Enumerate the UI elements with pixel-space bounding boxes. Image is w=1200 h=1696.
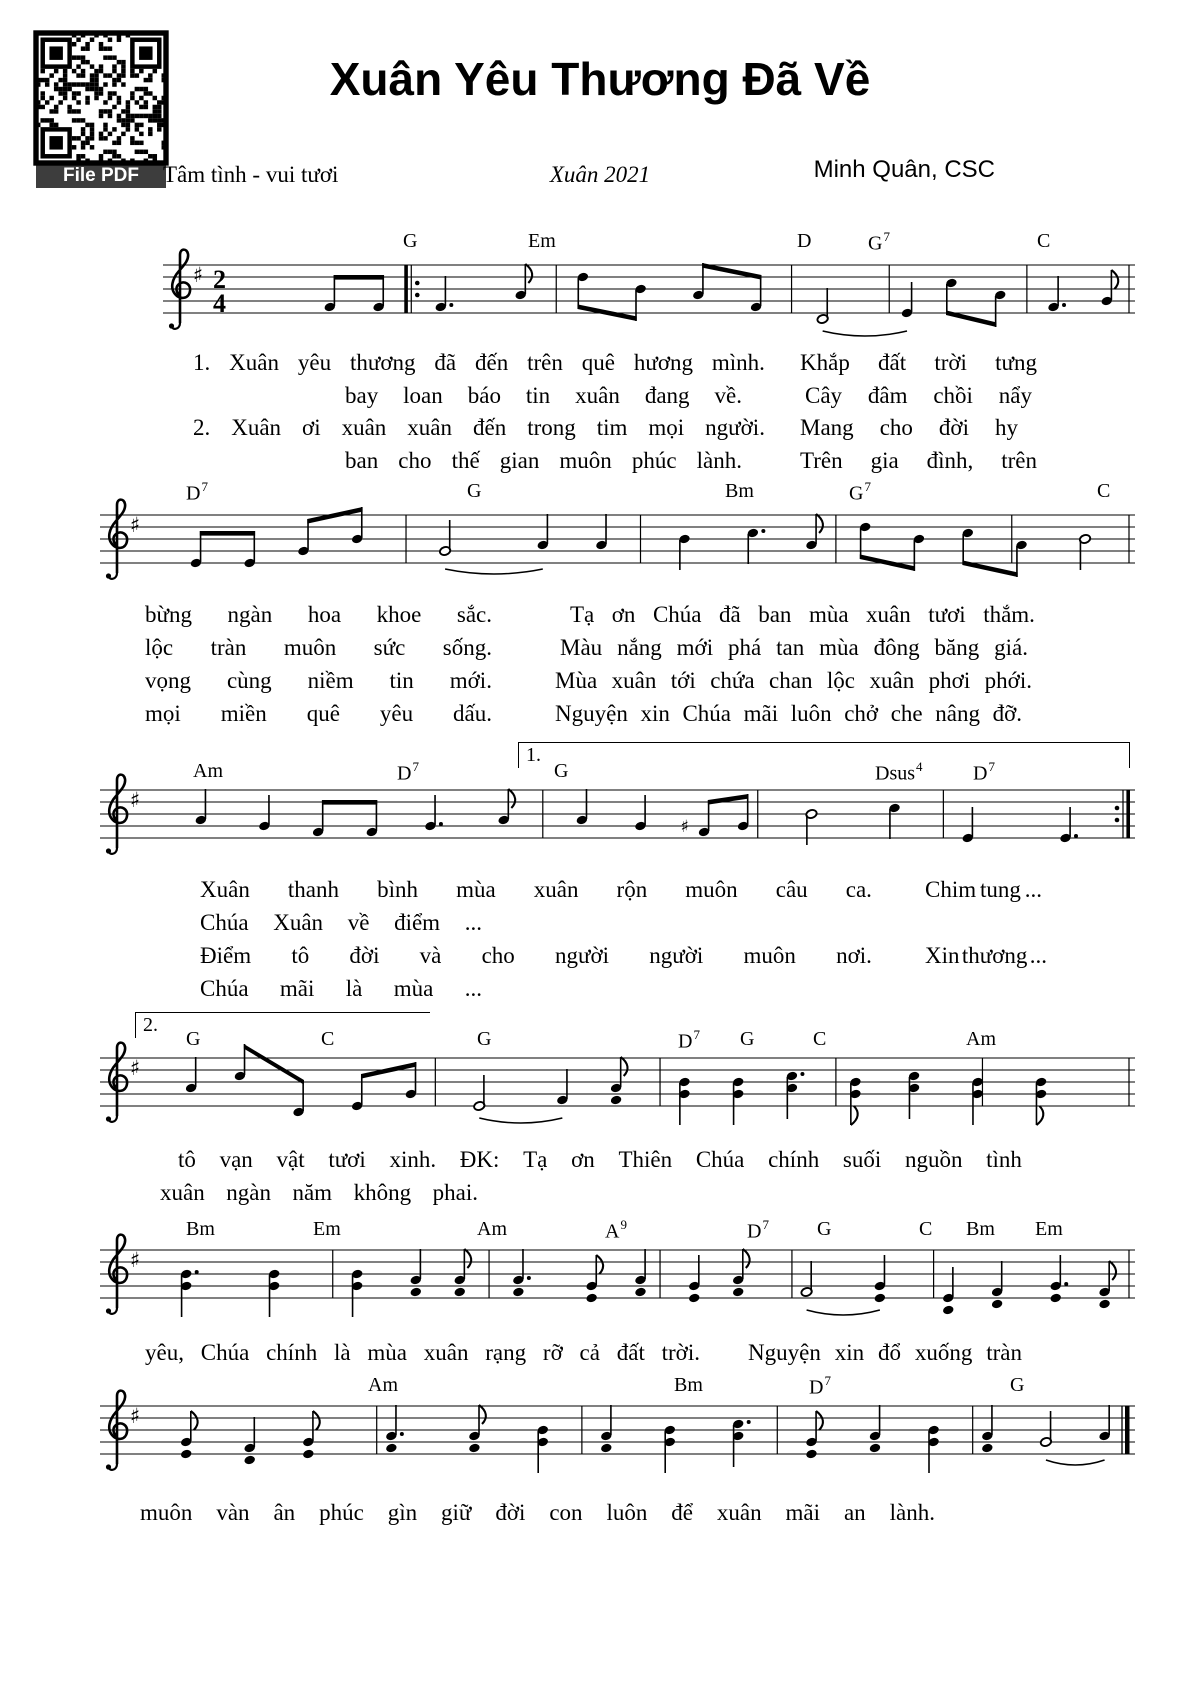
lyric-line: bừng ngàn hoa khoe sắc. — [145, 602, 492, 627]
note — [816, 288, 828, 324]
date-text: Xuân 2021 — [549, 162, 651, 187]
staff-system-1 — [163, 239, 1141, 349]
note — [859, 522, 925, 571]
note — [537, 514, 549, 550]
chord-symbol: Dsus$^4$ — [875, 759, 923, 785]
note — [351, 1062, 417, 1111]
chord-symbol: Am — [966, 1028, 996, 1050]
key-signature-sharp-icon: ♯ — [193, 263, 204, 287]
lyric-line: 2. Xuân ơi xuân xuân đến trong tim mọi người. — [193, 415, 765, 440]
note — [195, 789, 207, 825]
note — [901, 282, 913, 318]
chord-symbol: G — [817, 1218, 832, 1240]
note — [610, 1057, 628, 1105]
note — [410, 1249, 422, 1297]
note — [698, 794, 750, 837]
note — [600, 1405, 612, 1453]
lyric-line: Điểm tô đời và cho người người muôn nơi. — [200, 943, 872, 968]
note — [945, 278, 1006, 327]
note — [468, 1405, 486, 1453]
note — [1035, 1077, 1047, 1125]
note — [268, 1269, 280, 1317]
note — [385, 1405, 404, 1453]
chord-symbol: Bm — [725, 480, 754, 502]
note — [678, 1077, 690, 1125]
staff-system-4 — [100, 1032, 1141, 1142]
key-signature-sharp-icon: ♯ — [130, 513, 141, 537]
note — [991, 1261, 1003, 1309]
note — [454, 1249, 472, 1297]
chord-symbol: Bm — [674, 1374, 703, 1396]
lyric-line: Xuân thanh bình mùa xuân rộn muôn câu ca. — [200, 877, 872, 902]
tempo-text: Tâm tình - vui tươi — [163, 162, 339, 187]
lyric-line: Khắp đất trời tưng — [800, 350, 1037, 375]
song-title: Xuân Yêu Thương Đã Về — [329, 53, 871, 105]
note — [962, 807, 974, 843]
chord-symbol: G — [1010, 1374, 1025, 1396]
volta-label: 2. — [143, 1014, 158, 1036]
chord-symbol: $D^7$ — [397, 759, 419, 785]
chord-symbol: $D^7$ — [973, 759, 995, 785]
lyric-line: Chúa Xuân về điểm ... — [200, 910, 482, 935]
chord-symbol: C — [1097, 480, 1111, 502]
lyric-line: Nguyện xin đổ xuống tràn — [748, 1340, 1022, 1365]
note — [537, 1425, 549, 1473]
note — [258, 795, 270, 831]
chord-symbol: $D^7$ — [809, 1373, 831, 1399]
key-signature-sharp-icon: ♯ — [130, 1404, 141, 1428]
chord-symbol: C — [813, 1028, 827, 1050]
lyric-line: Nguyện xin Chúa mãi luôn chở che nâng đỡ. — [555, 701, 1022, 726]
chord-symbol: D — [797, 230, 812, 252]
note — [869, 1405, 881, 1453]
accidental-sharp-icon: ♯ — [680, 817, 689, 837]
chord-symbol: $A^9$ — [605, 1217, 627, 1243]
lyric-line: Màu nắng mới phá tan mùa đông băng giá. — [560, 635, 1028, 660]
note — [692, 263, 762, 312]
time-signature-bottom: 4 — [213, 289, 226, 318]
lyric-line: Tạ ơn Chúa đã ban mùa xuân tươi thắm. — [570, 602, 1035, 627]
note — [634, 795, 646, 831]
note — [634, 1249, 646, 1297]
volta-label: 1. — [526, 744, 541, 766]
key-signature-sharp-icon: ♯ — [130, 788, 141, 812]
note — [473, 1075, 485, 1111]
chord-symbol: G — [477, 1028, 492, 1050]
lyric-line: Chim tung ... — [925, 877, 1042, 902]
lyric-line: Mùa xuân tới chứa chan lộc xuân phơi phới. — [555, 668, 1032, 693]
note — [805, 809, 817, 845]
note — [180, 1269, 199, 1317]
note — [678, 534, 690, 570]
staff-system-2 — [100, 489, 1141, 599]
staff-system-5 — [100, 1224, 1141, 1334]
lyric-line: bay loan báo tin xuân đang về. — [345, 383, 742, 408]
note — [1098, 1261, 1116, 1309]
note — [962, 528, 1028, 577]
note — [1047, 276, 1066, 312]
note — [786, 1071, 805, 1119]
lyric-line: vọng cùng niềm tin mới. — [145, 668, 492, 693]
chord-symbol: $D^7$ — [678, 1027, 700, 1053]
lyric-line: Mang cho đời hy — [800, 415, 1018, 440]
note — [514, 264, 532, 300]
note — [435, 276, 454, 312]
lyric-line: tô vạn vật tươi xinh. ĐK: Tạ ơn Thiên Chúa chính suối nguồn tình — [178, 1147, 1022, 1172]
lyric-line: Trên gia đình, trên — [800, 448, 1037, 473]
note — [732, 1249, 750, 1297]
note — [981, 1405, 993, 1453]
lyric-line: Xin thương ... — [925, 943, 1047, 968]
note — [800, 1261, 812, 1297]
chord-symbol: G — [554, 760, 569, 782]
chord-symbol: Bm — [966, 1218, 995, 1240]
lyric-line: ban cho thế gian muôn phúc lành. — [345, 448, 742, 473]
chord-symbol: C — [919, 1218, 933, 1240]
chord-symbol: Bm — [186, 1218, 215, 1240]
lyric-line: mọi miền quê yêu dấu. — [145, 701, 492, 726]
note — [1040, 1411, 1052, 1447]
file-pdf-label[interactable]: File PDF — [36, 163, 166, 188]
chord-symbol: G — [186, 1028, 201, 1050]
note — [312, 800, 378, 837]
chord-symbol: Am — [368, 1374, 398, 1396]
chord-symbol: C — [321, 1028, 335, 1050]
lyric-line: 1. Xuân yêu thương đã đến trên quê hương mình. — [193, 350, 765, 375]
note — [1098, 1405, 1110, 1441]
chord-symbol: $G^7$ — [868, 229, 890, 255]
note — [351, 1269, 363, 1317]
note — [595, 514, 607, 550]
staff-system-6 — [100, 1380, 1141, 1490]
note — [849, 1077, 861, 1125]
chord-symbol: Am — [477, 1218, 507, 1240]
chord-symbol: $G^7$ — [849, 479, 871, 505]
key-signature-sharp-icon: ♯ — [130, 1248, 141, 1272]
chord-symbol: G — [740, 1028, 755, 1050]
note — [732, 1419, 751, 1467]
note — [908, 1071, 920, 1119]
time-signature-top: 2 — [213, 265, 226, 294]
lyric-line: xuân ngàn năm không phai. — [160, 1180, 478, 1205]
chord-symbol: C — [1037, 230, 1051, 252]
note — [888, 803, 900, 839]
note — [497, 789, 515, 825]
note — [805, 514, 823, 550]
note — [297, 507, 363, 556]
note — [556, 1069, 568, 1105]
note — [577, 272, 647, 321]
chord-symbol: $D^7$ — [186, 479, 208, 505]
lyric-line: Cây đâm chồi nẩy — [805, 383, 1032, 408]
lyric-line: lộc tràn muôn sức sống. — [145, 635, 492, 660]
note — [927, 1425, 939, 1473]
note — [185, 1057, 197, 1093]
chord-symbol: $D^7$ — [747, 1217, 769, 1243]
lyric-line: muôn vàn ân phúc gìn giữ đời con luôn để xuân mãi an lành. — [140, 1500, 935, 1525]
note — [664, 1425, 676, 1473]
chord-symbol: Em — [1035, 1218, 1063, 1240]
lyric-line: Chúa mãi là mùa ... — [200, 976, 482, 1001]
lyric-line: yêu, Chúa chính là mùa xuân rạng rỡ cả đất trời. — [145, 1340, 700, 1365]
note — [324, 275, 385, 312]
note — [439, 520, 451, 556]
chord-symbol: Am — [193, 760, 223, 782]
note — [576, 789, 588, 825]
key-signature-sharp-icon: ♯ — [130, 1056, 141, 1080]
note — [747, 528, 766, 564]
author-text: Minh Quân, CSC — [813, 156, 995, 183]
note — [512, 1249, 531, 1297]
staff-system-3 — [100, 764, 1141, 874]
chord-symbol: Em — [313, 1218, 341, 1240]
note — [732, 1077, 744, 1125]
note — [1079, 534, 1091, 570]
chord-symbol: G — [467, 480, 482, 502]
chord-symbol: Em — [528, 230, 556, 252]
chord-symbol: G — [403, 230, 418, 252]
note — [243, 1417, 255, 1465]
